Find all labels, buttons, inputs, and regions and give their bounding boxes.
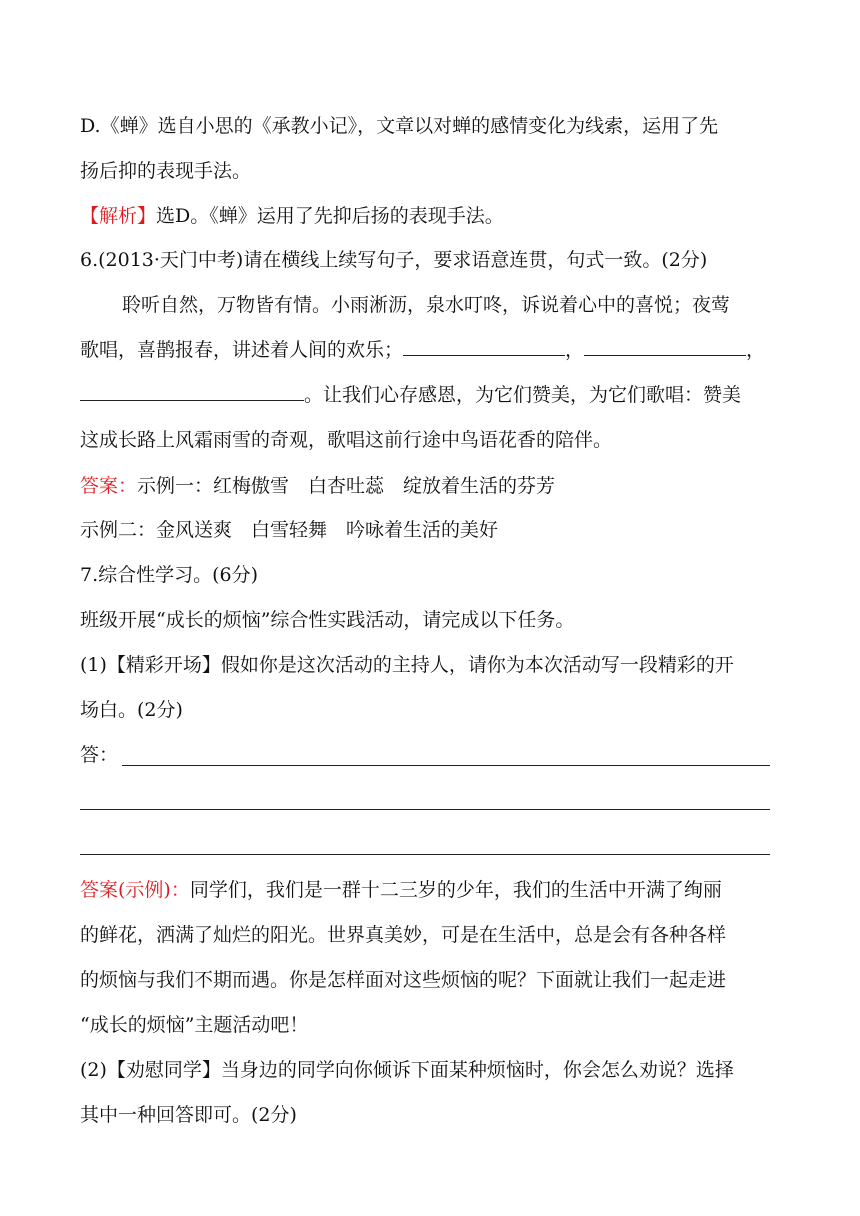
q6-answer-label: 答案：	[80, 475, 138, 497]
q7-answer-prompt: 答：	[80, 744, 119, 766]
q7-sub1-line-2: 场白。(2分)	[80, 699, 183, 721]
fill-blank-3[interactable]	[80, 381, 304, 401]
q6-comma-2: ，	[746, 339, 766, 361]
q6-example-2: 示例二：金风送爽 白雪轻舞 吟咏着生活的美好	[80, 519, 499, 541]
q7-answer-line-4: “成长的烦恼”主题活动吧！	[80, 1014, 309, 1036]
q7-title: 7.综合性学习。(6分)	[80, 564, 259, 586]
answer-rule-3[interactable]	[80, 854, 770, 855]
q6-title: 6.(2013·天门中考)请在横线上续写句子，要求语意连贯，句式一致。(2分)	[80, 249, 708, 271]
q6-paragraph-line-2	[80, 336, 765, 364]
answer-rule-1[interactable]	[122, 765, 770, 766]
q7-answer-label: 答案(示例)：	[80, 879, 190, 901]
q7-answer-text-1: 同学们，我们是一群十二三岁的少年，我们的生活中开满了绚丽	[189, 879, 722, 901]
q6-paragraph-line-3-text: 。让我们心存感恩，为它们赞美，为它们歌唱：赞美	[304, 384, 742, 406]
q6-answer-line-1	[80, 472, 555, 500]
q7-answer-line-3: 的烦恼与我们不期而遇。你是怎样面对这些烦恼的呢？下面就让我们一起走进	[80, 969, 727, 991]
option-d-line-2: 扬后抑的表现手法。	[80, 160, 252, 182]
q6-comma-1: ，	[565, 339, 585, 361]
q7-sub1-line-1: (1)【精彩开场】假如你是这次活动的主持人，请你为本次活动写一段精彩的开	[80, 654, 734, 676]
q7-intro: 班级开展“成长的烦恼”综合性实践活动，请完成以下任务。	[80, 609, 575, 631]
analysis-line	[80, 202, 504, 230]
q6-paragraph-line-2-text: 歌唱，喜鹊报春，讲述着人间的欢乐；	[80, 339, 404, 361]
q7-sub2-line-2: 其中一种回答即可。(2分)	[80, 1104, 297, 1126]
analysis-tag: 【解析】	[80, 205, 157, 227]
q6-example-1: 示例一：红梅傲雪 白杏吐蕊 绽放着生活的芬芳	[137, 475, 556, 497]
q6-paragraph-line-3	[80, 381, 741, 409]
option-d-line-1: D.《蝉》选自小思的《承教小记》，文章以对蝉的感情变化为线索，运用了先	[80, 115, 719, 137]
analysis-text: 选D。《蝉》运用了先抑后扬的表现手法。	[156, 205, 504, 227]
q7-sub2-line-1: (2)【劝慰同学】当身边的同学向你倾诉下面某种烦恼时，你会怎么劝说？选择	[80, 1059, 734, 1081]
answer-rule-2[interactable]	[80, 809, 770, 810]
q6-paragraph-line-1: 聆听自然，万物皆有情。小雨淅沥，泉水叮咚，诉说着心中的喜悦；夜莺	[122, 294, 731, 316]
q7-answer-line-2: 的鲜花，洒满了灿烂的阳光。世界真美妙，可是在生活中，总是会有各种各样	[80, 924, 727, 946]
q7-answer-line-1	[80, 876, 722, 904]
fill-blank-1[interactable]	[403, 336, 565, 356]
q6-paragraph-line-4: 这成长路上风霜雨雪的奇观，歌唱这前行途中鸟语花香的陪伴。	[80, 429, 613, 451]
fill-blank-2[interactable]	[584, 336, 746, 356]
